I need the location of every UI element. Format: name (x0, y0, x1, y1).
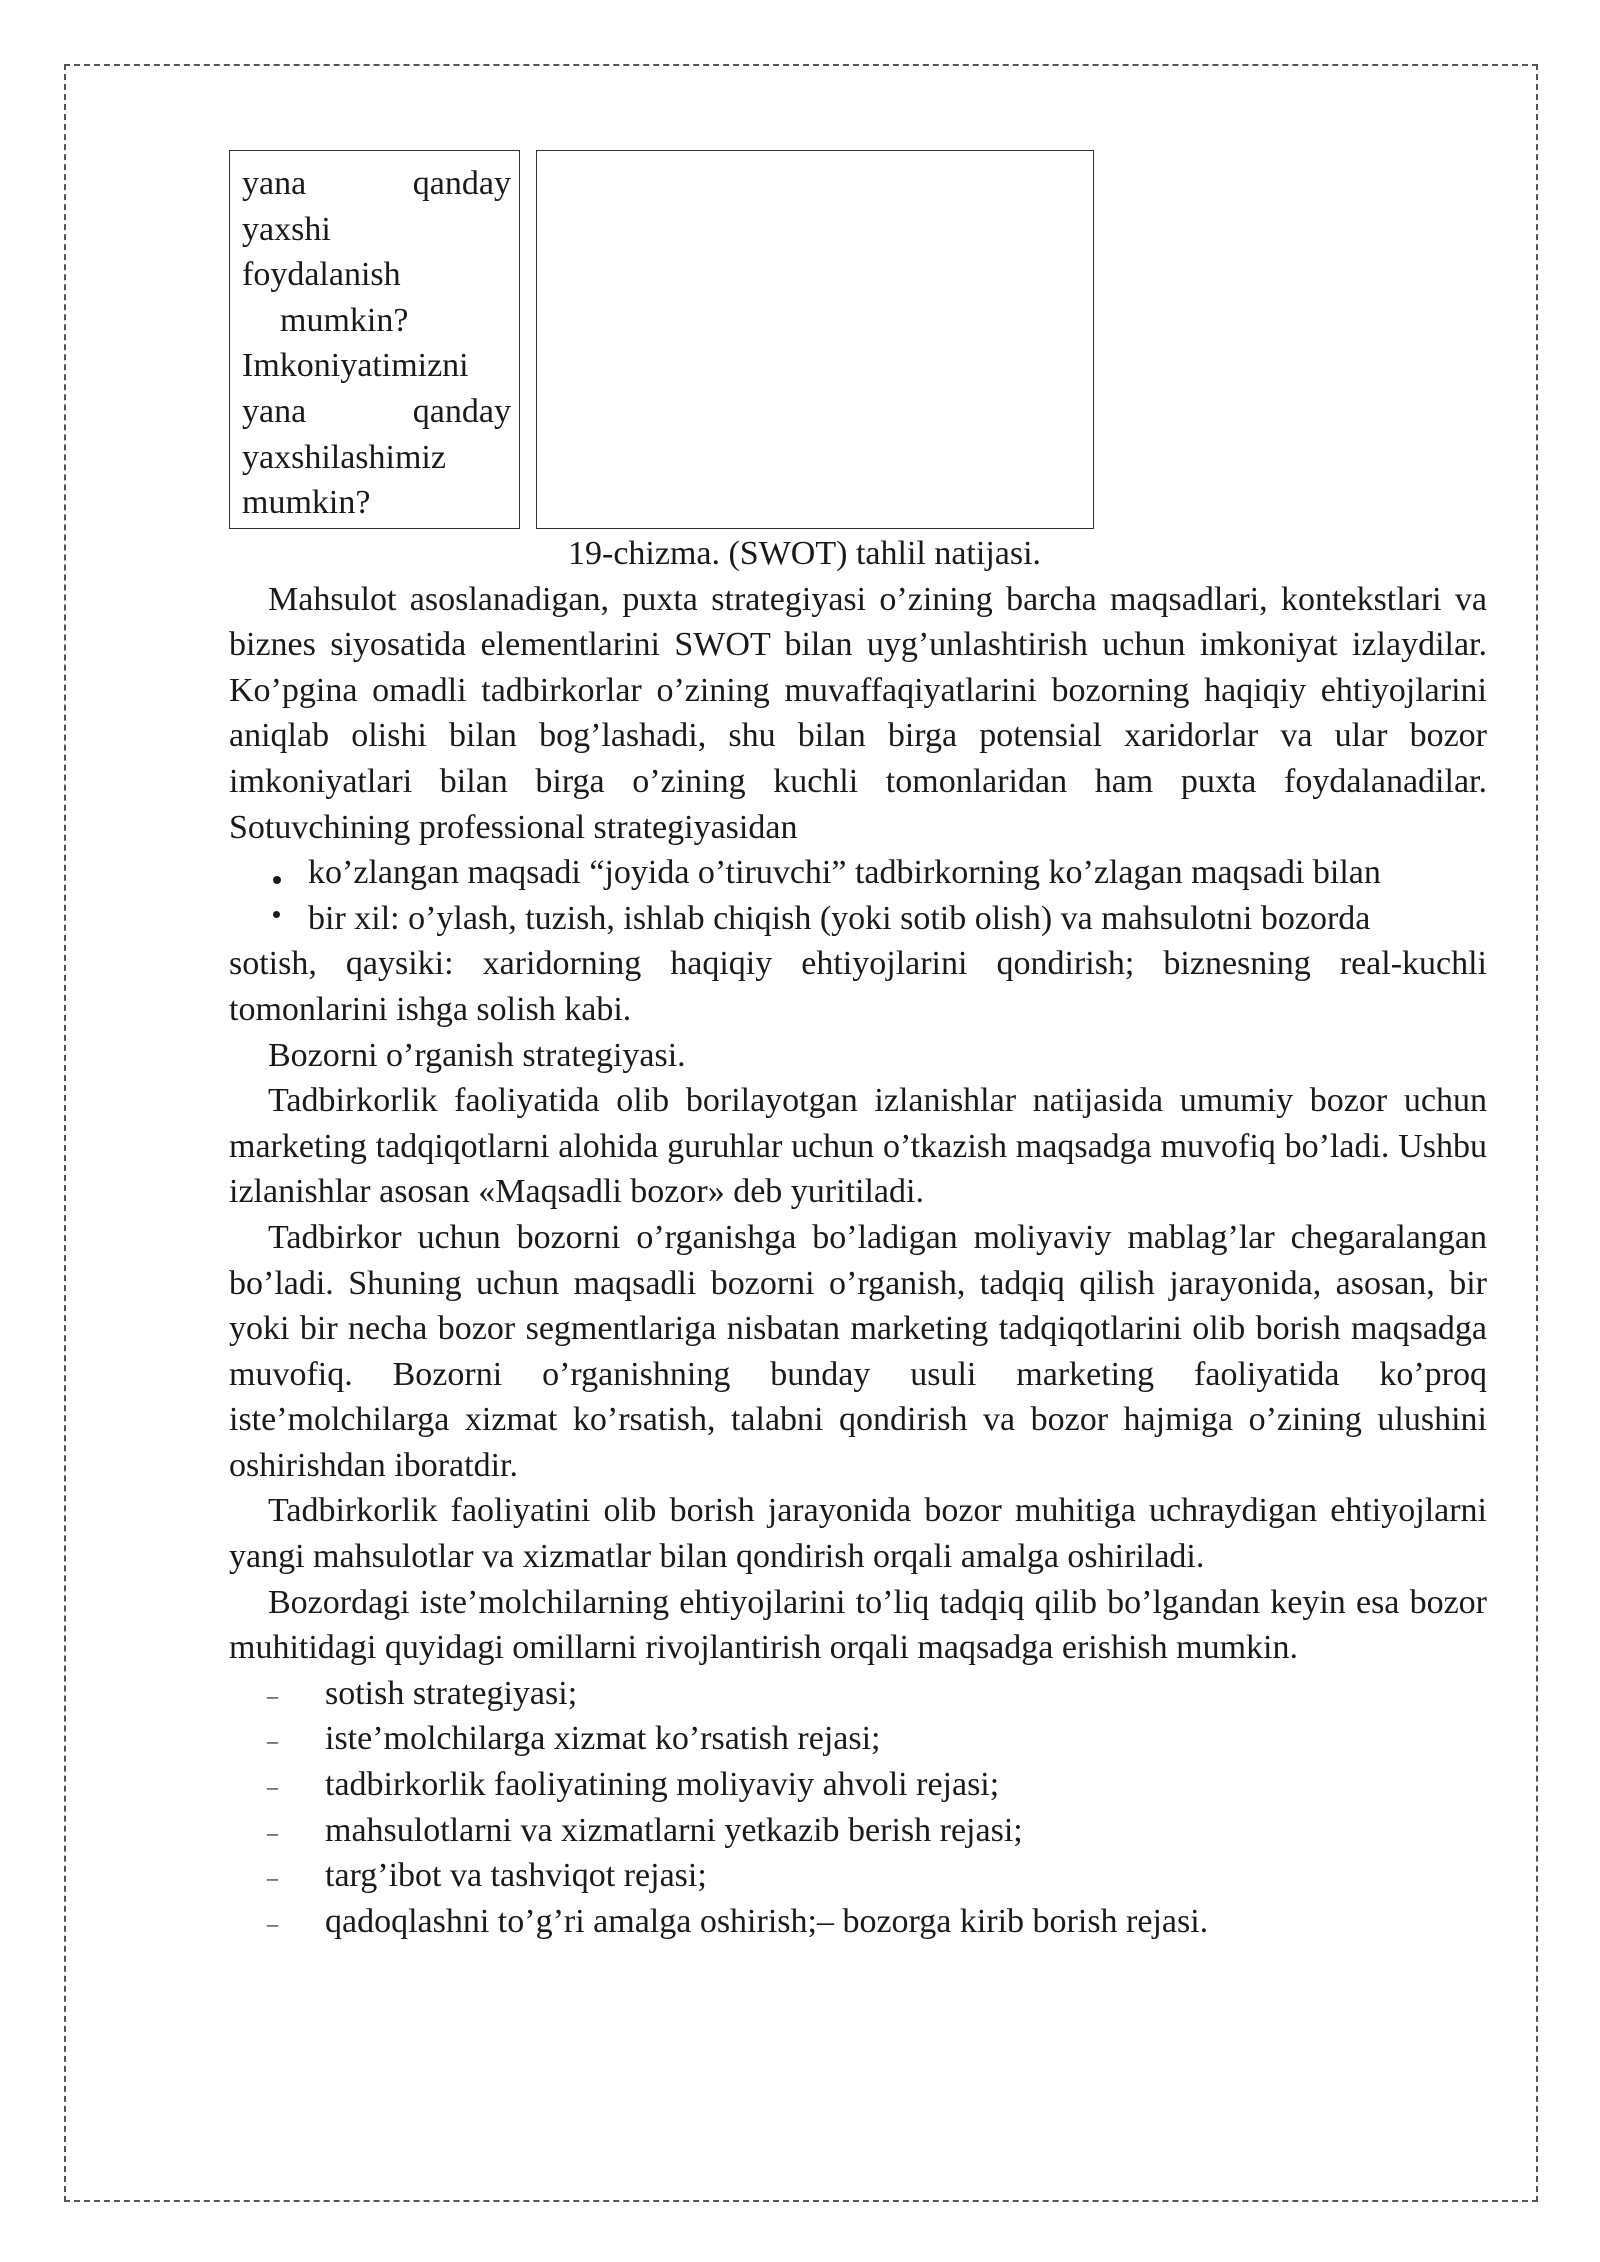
list-item-text: tadbirkorlik faoliyatining moliyaviy ahvoli rejasi; (325, 1766, 1000, 1804)
bullet-continuation: sotish, qaysiki: xaridorning haqiqiy ehtiyojlarini qondirish; biznesning real-kuchli tomonlarini ishga solish kabi. (229, 945, 1487, 1028)
dash-icon: – (267, 1819, 278, 1845)
list-item (229, 1808, 1487, 1854)
swot-cell-line: yaxshi (242, 210, 331, 248)
dash-icon: – (267, 1682, 278, 1708)
swot-cell-line: mumkin? (242, 484, 371, 522)
swot-table-fragment (229, 150, 1487, 529)
list-item-text: iste’molchilarga xizmat ko’rsatish rejasi; (325, 1720, 881, 1758)
swot-cell-line: foydalanish (242, 256, 401, 294)
paragraph-needs: Tadbirkorlik faoliyatini olib borish jarayonida bozor muhitiga uchraydigan ehtiyojlarni yangi mahsulotlar va xizmatlar bilan qondirish orqali amalga oshiriladi. (229, 1492, 1487, 1576)
list-item (229, 1853, 1487, 1899)
bullet-text: ko’zlangan maqsadi “joyida o’tiruvchi” tadbirkorning ko’zlagan maqsadi bilan (308, 854, 1381, 892)
paragraph-target-market: Tadbirkor uchun bozorni o’rganishga bo’ladigan moliyaviy mablag’lar chegaralangan bo’ladi. Shuning uchun maqsadli bozorni o’rganish, tadqiq qilish jarayonida, asosan, bir yoki bir necha bozor segmentlariga nisbatan marketing tadqiqotlarini olib borish maqsadga muvofiq. Bozorni o’rganishning bunday usuli marketing faoliyatida ko’proq iste’molchilarga xizmat ko’rsatish, talabni qondirish va bozor hajmiga o’zining ulushini oshirishdan iboratdir. (229, 1218, 1487, 1484)
swot-cell-line: yana qanday (242, 392, 511, 430)
swot-cell-line: mumkin? (280, 301, 409, 339)
section-heading: Bozorni o’rganish strategiyasi. (268, 1036, 686, 1074)
paragraph-research: Tadbirkorlik faoliyatida olib borilayotgan izlanishlar natijasida umumiy bozor uchun marketing tadqiqotlarni alohida guruhlar uchun o’tkazish maqsadga muvofiq bo’ladi. Ushbu izlanishlar asosan «Maqsadli bozor» deb yuritiladi. (229, 1082, 1487, 1211)
paragraph-factors: Bozordagi iste’molchilarning ehtiyojlarini to’liq tadqiq qilib bo’lgandan keyin esa bozor muhitidagi quyidagi omillarni rivojlantirish orqali maqsadga erishish mumkin. (229, 1583, 1487, 1667)
dash-icon: – (267, 1774, 278, 1800)
swot-cell-empty (536, 150, 1094, 529)
plan-list (229, 1671, 1487, 1945)
page-content (229, 150, 1487, 1944)
bullet-item (229, 850, 1487, 896)
dash-icon: – (267, 1910, 278, 1936)
dash-icon: – (267, 1865, 278, 1891)
swot-cell-opportunities (229, 150, 520, 529)
list-item-text: sotish strategiyasi; (325, 1674, 578, 1712)
list-item (229, 1671, 1487, 1717)
list-item (229, 1899, 1487, 1945)
list-item-text: targ’ibot va tashviqot rejasi; (325, 1857, 707, 1895)
bullet-text: bir xil: o’ylash, tuzish, ishlab chiqish (yoki sotib olish) va mahsulotni bozorda (308, 899, 1371, 937)
list-item-text: qadoqlashni to’g’ri amalga oshirish;– bozorga kirib borish rejasi. (325, 1902, 1209, 1940)
swot-cell-line: yana qanday (242, 165, 511, 202)
list-item-text: mahsulotlarni va xizmatlarni yetkazib berish rejasi; (325, 1811, 1023, 1849)
paragraph-strategy: Mahsulot asoslanadigan, puxta strategiyasi o’zining barcha maqsadlari, kontekstlari va biznes siyosatida elementlarini SWOT bilan uyg’unlashtirish uchun imkoniyat izlaydilar. Ko’pgina omadli tadbirkorlar o’zining muvaffaqiyatlarini bozorning haqiqiy ehtiyojlarini aniqlab olishi bilan bog’lashadi, shu bilan birga potensial xaridorlar va ular bozor imkoniyatlari bilan birga o’zining kuchli tomonlaridan ham puxta foydalanadilar. Sotuvchining professional strategiyasidan (229, 580, 1487, 846)
bullet-item (229, 896, 1487, 942)
list-item (229, 1716, 1487, 1762)
figure-caption: 19-chizma. (SWOT) tahlil natijasi. (568, 535, 1042, 572)
dash-icon: – (267, 1728, 278, 1754)
list-item (229, 1762, 1487, 1808)
swot-cell-line: yaxshilashimiz (242, 438, 446, 476)
swot-cell-line: Imkoniyatimizni (242, 347, 469, 385)
